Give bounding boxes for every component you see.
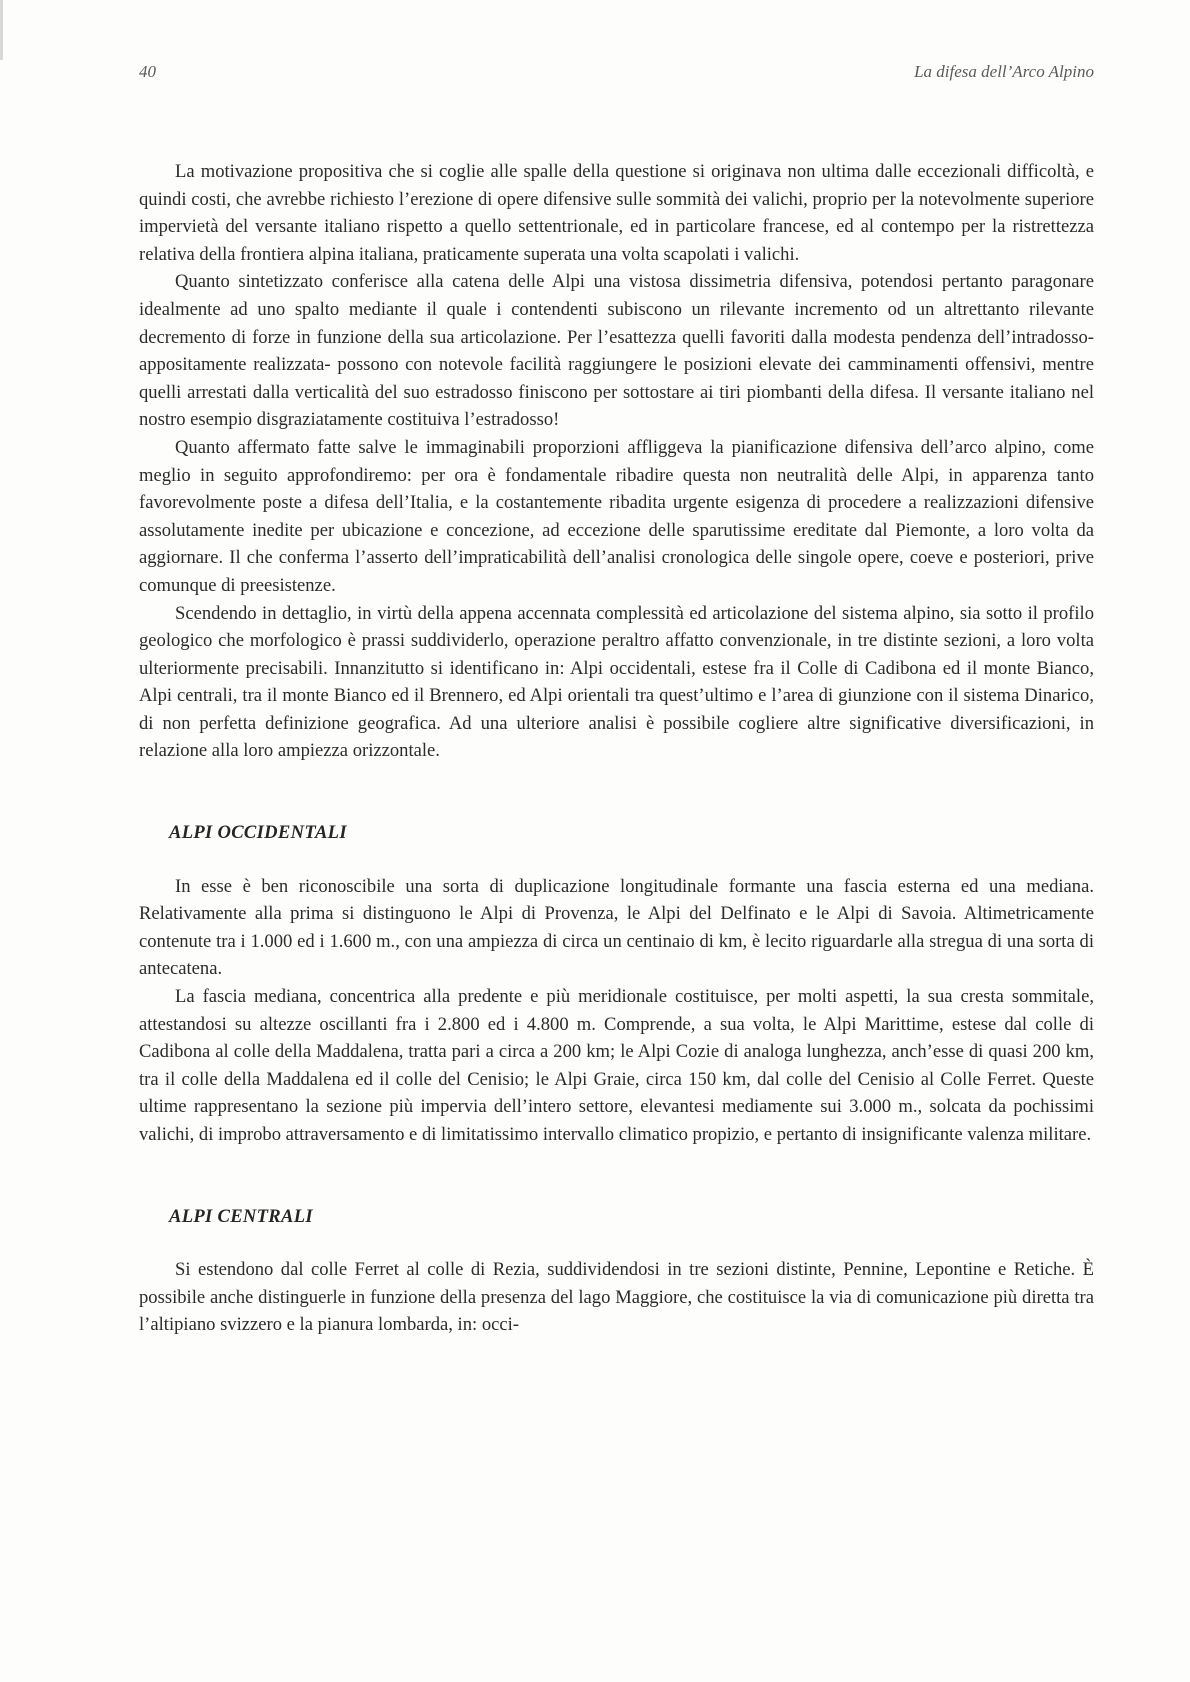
section-heading-alpi-occidentali: ALPI OCCIDENTALI — [169, 822, 347, 844]
paragraph: Scendendo in dettaglio, in virtù della appena accennata complessità ed articolazione del sistema alpino, sia sotto il profilo geologico che morfologico è prassi suddividerlo, operazione peraltro affatto convenzionale, in tre distinte sezioni, a loro volta ulteriormente precisabili. Innanzitutto si identificano in: Alpi occidentali, estese fra il Colle di Cadibona ed il monte Bianco, Alpi centrali, tra il monte Bianco ed il Brennero, ed Alpi orientali tra quest’ultimo e l’area di giunzione con il sistema Dinarico, di non perfetta definizione geografica. Ad una ulteriore analisi è possibile cogliere altre significative diversificazioni, in relazione alla loro ampiezza orizzontale. — [139, 602, 1094, 762]
paragraph: Quanto sintetizzato conferisce alla catena delle Alpi una vistosa dissimetria difensiva, potendosi pertanto paragonare idealmente ad uno spalto mediante il quale i contendenti subiscono un rilevante incremento od un altrettanto rilevante decremento di forze in funzione della sua articolazione. Per l’esattezza quelli favoriti dalla modesta pendenza dell’intradosso-appositamente realizzata- possono con notevole facilità raggiungere le posizioni elevate dei camminamenti offensivi, mentre quelli arrestati dalla verticalità del suo estradosso finiscono per sottostare ai tiri piombanti della difesa. Il versante italiano nel nostro esempio disgraziatamente costituiva l’estradosso! — [139, 271, 1094, 431]
paragraph: La motivazione propositiva che si coglie alle spalle della questione si originava non ultima dalle eccezionali difficoltà, e quindi costi, che avrebbe richiesto l’erezione di opere difensive sulle sommità dei valichi, proprio per la notevolmente superiore impervietà del versante italiano rispetto a quello settentrionale, ed in particolare francese, ed al contempo per la ristrettezza relativa della frontiera alpina italiana, praticamente superata una volta scapolati i valichi. — [139, 161, 1094, 265]
paragraph: In esse è ben riconoscibile una sorta di duplicazione longitudinale formante una fascia esterna ed una mediana. Relativamente alla prima si distinguono le Alpi di Provenza, le Alpi del Delfinato e le Alpi di Savoia. Altimetricamente contenute tra i 1.000 ed i 1.600 m., con una ampiezza di circa un centinaio di km, è lecito riguardarle alla stregua di una sorta di antecatena. — [139, 875, 1094, 980]
body-text — [139, 158, 1094, 1339]
paragraph: Si estendono dal colle Ferret al colle di Rezia, suddividendosi in tre sezioni distinte, Pennine, Lepontine e Retiche. È possibile anche distinguerle in funzione della presenza del lago Maggiore, che costituisce la via di comunicazione più diretta tra l’altipiano svizzero e la pianura lombarda, in: occi- — [139, 1259, 1094, 1336]
paragraph: Quanto affermato fatte salve le immaginabili proporzioni affliggeva la pianificazione difensiva dell’arco alpino, come meglio in seguito approfondiremo: per ora è fondamentale ribadire questa non neutralità delle Alpi, in apparenza tanto favorevolmente poste a difesa dell’Italia, e la costantemente ribadita urgente esigenza di procedere a realizzazioni difensive assolutamente inedite per ubicazione e concezione, ad eccezione delle sparutissime ereditate dal Piemonte, a loro volta da aggiornare. Il che conferma l’asserto dell’impraticabilità dell’analisi cronologica delle singole opere, coeve e posteriori, prive comunque di preesistenze. — [139, 436, 1094, 596]
scan-edge — [0, 0, 3, 60]
running-header — [139, 62, 1094, 86]
paragraph: La fascia mediana, concentrica alla predente e più meridionale costituisce, per molti aspetti, la sua cresta sommitale, attestandosi su altezze oscillanti fra i 2.800 ed i 4.800 m. Comprende, a sua volta, le Alpi Marittime, estese dal colle di Cadibona al colle della Maddalena, tratta pari a circa a 200 km; le Alpi Cozie di analoga lunghezza, anch’esse di quasi 200 km, tra il colle della Maddalena ed il colle del Cenisio; le Alpi Graie, circa 150 km, dal colle del Cenisio al Colle Ferret. Queste ultime rappresentano la sezione più impervia dell’intero settore, elevantesi mediamente sui 3.000 m., solcata da pochissimi valichi, di improbo attraversamento e di limitatissimo intervallo climatico propizio, e pertanto di insignificante valenza militare. — [139, 986, 1094, 1145]
section-heading-alpi-centrali: ALPI CENTRALI — [169, 1205, 313, 1227]
page-number: 40 — [139, 62, 156, 81]
book-title: La difesa dell’Arco Alpino — [914, 62, 1094, 81]
